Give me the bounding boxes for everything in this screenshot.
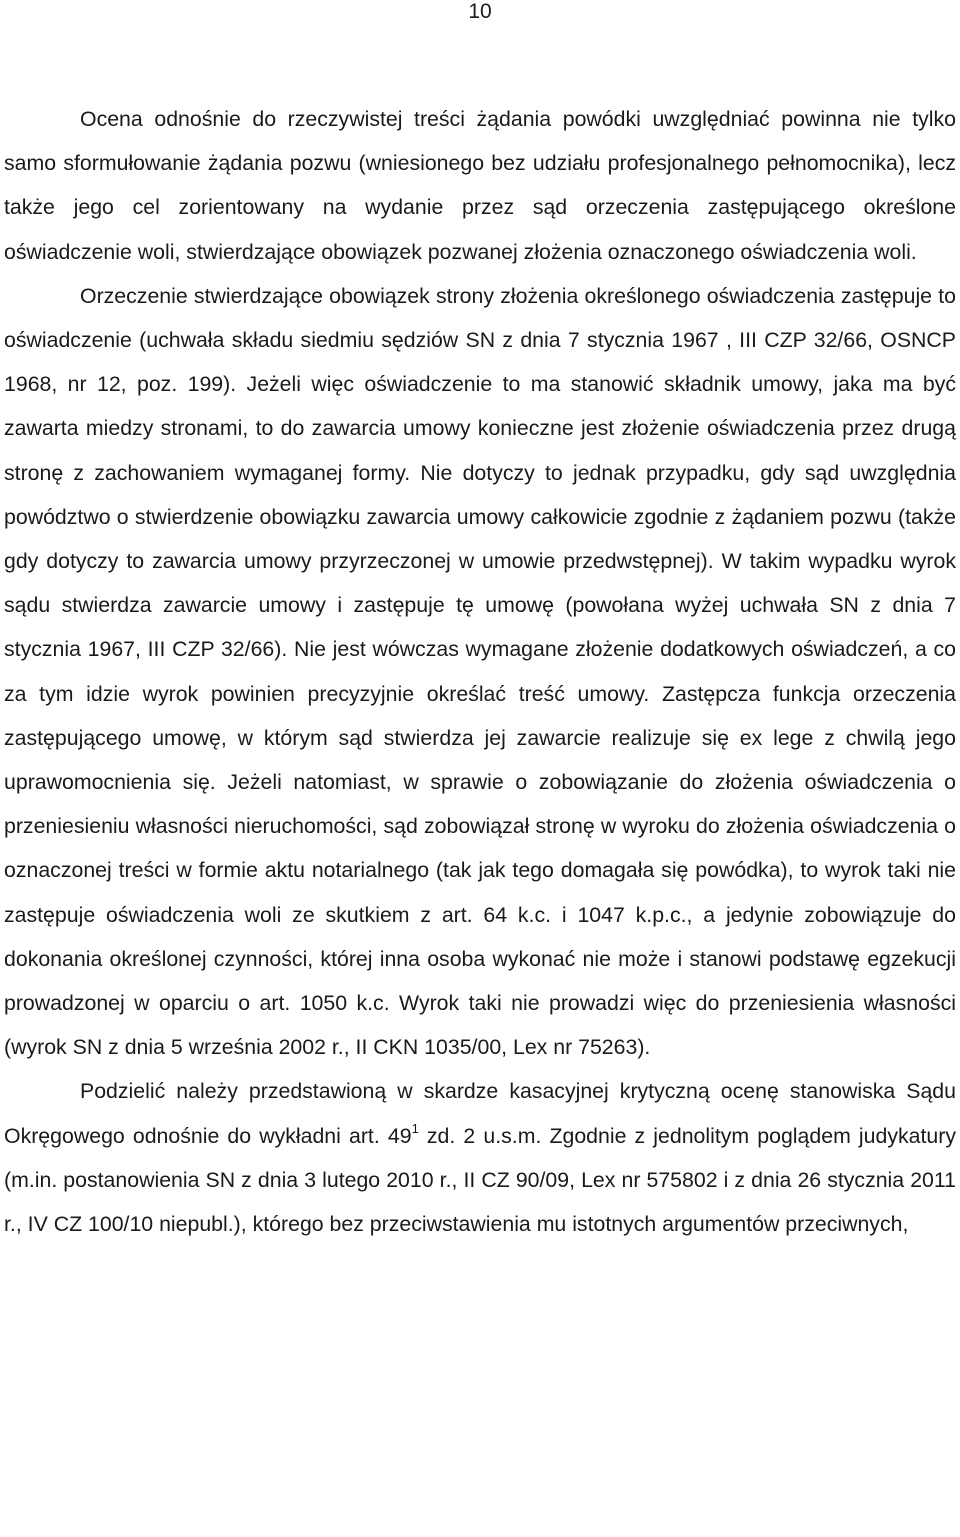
paragraph-1: Ocena odnośnie do rzeczywistej treści żądania powódki uwzględniać powinna nie tylko samo sformułowanie żądania pozwu (wniesionego bez udziału profesjonalnego pełnomocnika), lecz także jego cel zorientowany na wydanie przez sąd orzeczenia zastępującego określone oświadczenie woli, stwierdzające obowiązek pozwanej złożenia oznaczonego oświadczenia woli.	[4, 107, 956, 264]
paragraph-3	[4, 1069, 956, 1246]
page-number: 10	[468, 0, 492, 23]
paragraph-2: Orzeczenie stwierdzające obowiązek strony złożenia określonego oświadczenia zastępuje to oświadczenie (uchwała składu siedmiu sędziów SN z dnia 7 stycznia 1967 , III CZP 32/66, OSNCP 1968, nr 12, poz. 199). Jeżeli więc oświadczenie to ma stanowić składnik umowy, jaka ma być zawarta miedzy stronami, to do zawarcia umowy konieczne jest złożenie oświadczenia przez drugą stronę z zachowaniem wymaganej formy. Nie dotyczy to jednak przypadku, gdy sąd uwzględnia powództwo o stwierdzenie obowiązku zawarcia umowy całkowicie zgodnie z żądaniem pozwu (także gdy dotyczy to zawarcia umowy przyrzeczonej w umowie przedwstępnej). W takim wypadku wyrok sądu stwierdza zawarcie umowy i zastępuje tę umowę (powołana wyżej uchwała SN z dnia 7 stycznia 1967, III CZP 32/66). Nie jest wówczas wymagane złożenie dodatkowych oświadczeń, a co za tym idzie wyrok powinien precyzyjnie określać treść umowy. Zastępcza funkcja orzeczenia zastępującego umowę, w którym sąd stwierdza jej zawarcie realizuje się ex lege z chwilą jego uprawomocnienia się. Jeżeli natomiast, w sprawie o zobowiązanie do złożenia oświadczenia o przeniesieniu własności nieruchomości, sąd zobowiązał stronę w wyroku do złożenia oświadczenia o oznaczonej treści w formie aktu notarialnego (tak jak tego domagała się powódka), to wyrok taki nie zastępuje oświadczenia woli ze skutkiem z art. 64 k.c. i 1047 k.p.c., a jedynie zobowiązuje do dokonania określonej czynności, której inna osoba wykonać nie może i stanowi podstawę egzekucji prowadzonej w oparciu o art. 1050 k.c. Wyrok taki nie prowadzi więc do przeniesienia własności (wyrok SN z dnia 5 września 2002 r., II CKN 1035/00, Lex nr 75263).	[4, 283, 956, 1060]
document-body	[4, 97, 956, 1246]
paragraph-3-text-end: zd. 2 u.s.m. Zgodnie z jednolitym poglądem judykatury (m.in. postanowienia SN z dnia 3 lutego 2010 r., II CZ 90/09, Lex nr 575802 i z dnia 26 stycznia 2011 r., IV CZ 100/10 niepubl.), którego bez przeciwstawienia mu istotnych argumentów przeciwnych,	[4, 1123, 956, 1237]
paragraph-3-text-start: Podzielić należy przedstawioną w skardze kasacyjnej krytyczną ocenę stanowiska Sądu Okręgowego odnośnie do wykładni art. 49	[4, 1079, 956, 1148]
superscript-1: 1	[411, 1120, 419, 1136]
